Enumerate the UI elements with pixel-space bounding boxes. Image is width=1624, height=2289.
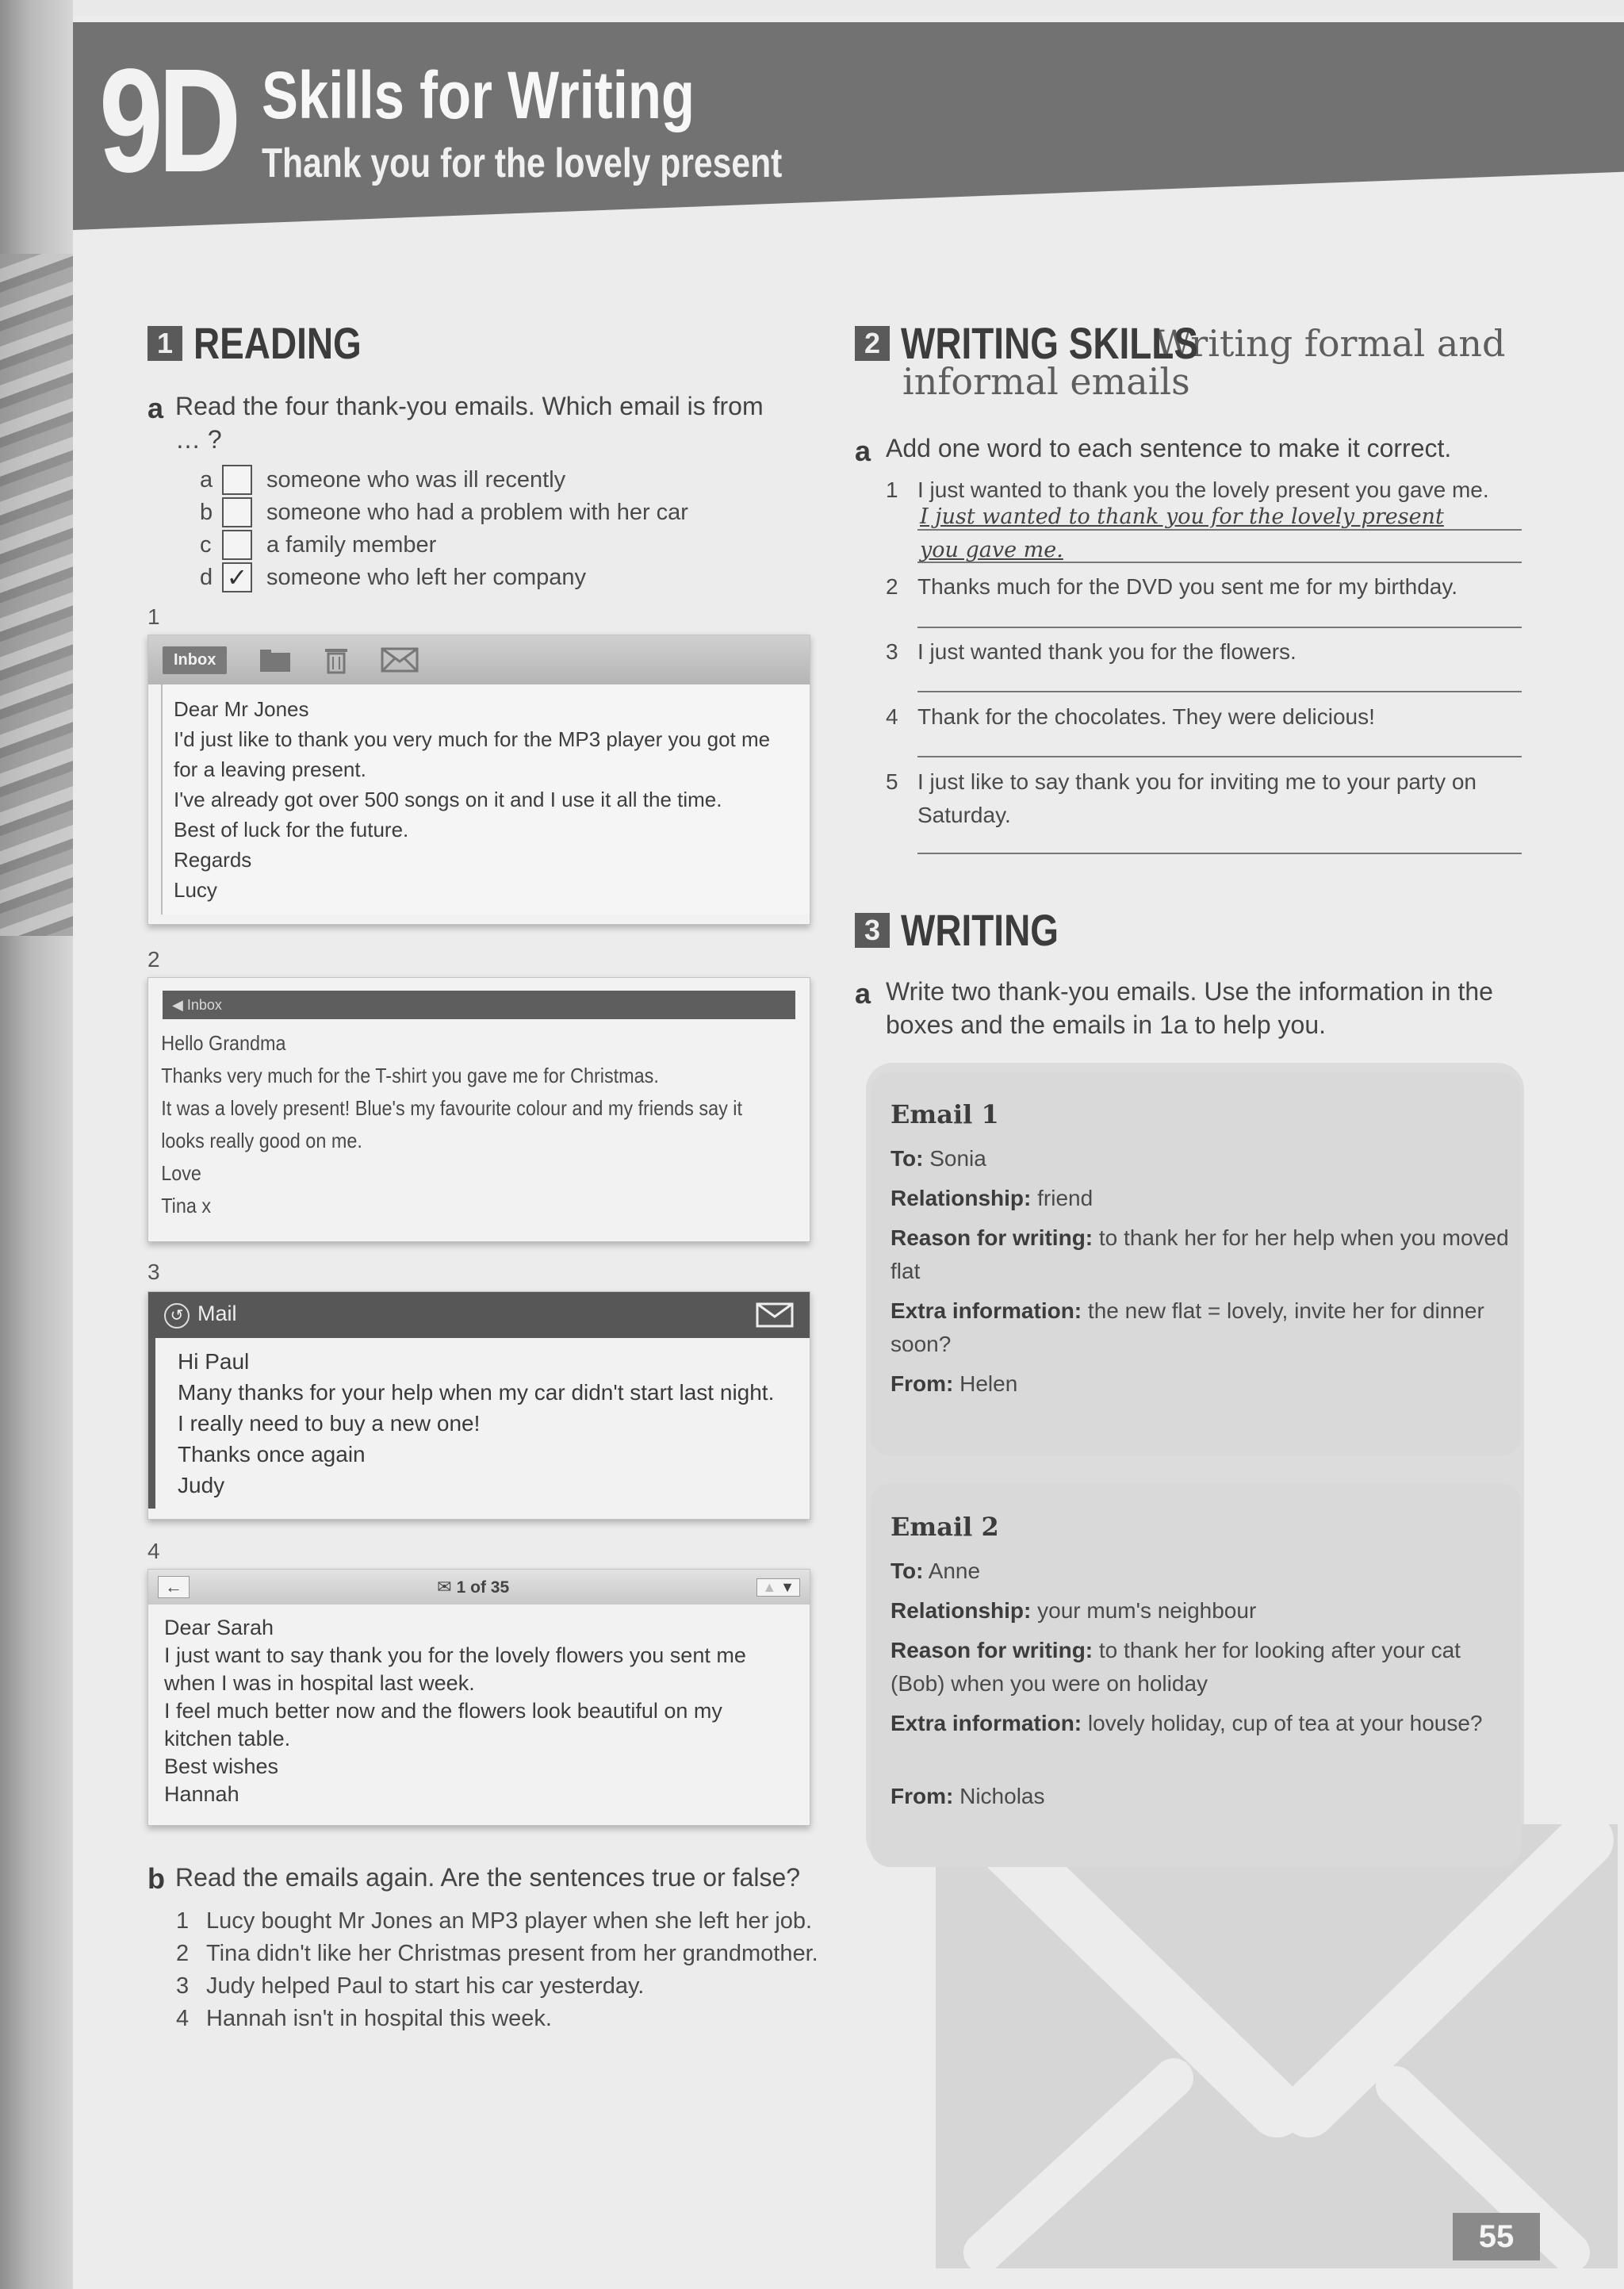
field-label: From: <box>891 1784 954 1808</box>
email-nav-bar <box>148 1570 810 1605</box>
email-line: Thanks very much for the T-shirt you gave me for Christmas. <box>161 1064 659 1087</box>
field-value: lovely holiday, cup of tea at your house? <box>1087 1711 1483 1735</box>
option-c <box>200 530 436 560</box>
field-value: Sonia <box>929 1146 986 1171</box>
item-text: Thank for the chocolates. They were delicious! <box>917 704 1375 729</box>
writing-heading <box>855 904 1094 956</box>
field-label: Extra information: <box>891 1298 1082 1323</box>
field-label: Relationship: <box>891 1186 1032 1210</box>
answer-line[interactable] <box>917 853 1522 854</box>
item-text: I just like to say thank you for inviting me to your party on Saturday. <box>917 769 1477 827</box>
exercise-letter: b <box>147 1862 165 1895</box>
item-number: 2 <box>176 1941 190 1966</box>
email-2-reason <box>891 1634 1509 1700</box>
option-d <box>200 562 586 592</box>
option-checkbox-checked[interactable] <box>222 562 252 592</box>
section-subtitle: Writing formal and <box>1155 321 1506 365</box>
answer-line[interactable] <box>917 691 1522 692</box>
email-line: Hannah <box>164 1782 239 1806</box>
section-subtitle-line2: informal emails <box>902 360 1190 403</box>
item-number: 3 <box>886 639 898 664</box>
email-2-from <box>891 1780 1509 1813</box>
large-envelope-icon <box>936 1824 1618 2268</box>
email-line: Thanks once again <box>178 1442 366 1467</box>
email-line: I just want to say thank you for the lovely flowers you sent me when I was in hospital last week. <box>164 1643 746 1695</box>
option-b <box>200 497 688 527</box>
reading-a-instruction: Read the four thank-you emails. Which email is from … ? <box>175 392 764 454</box>
tf-item <box>176 2002 552 2035</box>
email-1-from <box>891 1367 1509 1401</box>
item-text: Thanks much for the DVD you sent me for my birthday. <box>917 574 1458 599</box>
reading-heading <box>147 317 398 369</box>
item-text: I just wanted thank you for the flowers. <box>917 639 1297 664</box>
email-card-3 <box>147 1291 810 1520</box>
option-a <box>200 465 565 495</box>
email-line: I'd just like to thank you very much for the MP3 player you got me for a leaving present. <box>174 727 771 781</box>
field-value: Nicholas <box>959 1784 1045 1808</box>
item-number: 1 <box>176 1908 190 1934</box>
email-2-title: Email 2 <box>891 1512 999 1542</box>
email-body <box>148 1605 810 1818</box>
section-title: READING <box>193 318 362 368</box>
option-letter: a <box>200 466 213 493</box>
answer-line[interactable] <box>917 529 1522 531</box>
email-line: Best of luck for the future. <box>174 818 409 842</box>
message-counter <box>437 1577 509 1597</box>
email-2-extra <box>891 1707 1509 1740</box>
field-value: to thank her for looking after your cat (Bob) when you were on holiday <box>891 1638 1461 1696</box>
email-1-title: Email 1 <box>891 1099 999 1129</box>
section-number: 3 <box>855 913 890 948</box>
option-letter: c <box>200 531 212 558</box>
email-1-relationship <box>891 1182 1509 1215</box>
exercise-letter: a <box>855 435 871 467</box>
folder-icon[interactable] <box>259 646 292 673</box>
option-text: someone who had a problem with her car <box>266 499 688 525</box>
email-inbox-bar[interactable]: ◀ Inbox <box>163 991 795 1019</box>
email-line: Regards <box>174 848 252 872</box>
mail-back-button[interactable] <box>164 1302 237 1329</box>
email-line: Best wishes <box>164 1754 279 1778</box>
trash-icon[interactable] <box>324 646 349 674</box>
item-number: 2 <box>886 574 898 599</box>
unit-number: 9D <box>99 39 236 203</box>
field-label: Extra information: <box>891 1711 1082 1735</box>
reading-b-instruction: Read the emails again. Are the sentences true or false? <box>175 1863 801 1892</box>
email-line: Lucy <box>174 878 217 902</box>
field-label: To: <box>891 1146 924 1171</box>
counter-text: 1 of 35 <box>456 1578 510 1597</box>
answer-line[interactable] <box>917 562 1522 563</box>
option-checkbox[interactable] <box>222 497 252 527</box>
email-line: Dear Sarah <box>164 1616 274 1639</box>
email-2-relationship <box>891 1594 1509 1628</box>
handwritten-answer: I just wanted to thank you for the lovely present <box>920 504 1444 529</box>
field-value: to thank her for her help when you moved flat <box>891 1225 1509 1283</box>
email-number: 2 <box>147 947 160 972</box>
checkmark-icon: ✓ <box>226 563 248 592</box>
email-card-1 <box>147 635 810 925</box>
mail-icon[interactable] <box>381 647 419 673</box>
email-line: It was a lovely present! Blue's my favourite colour and my friends say it looks really good on me. <box>161 1096 742 1152</box>
email-1-extra <box>891 1294 1509 1361</box>
back-circle-icon: ↺ <box>164 1303 190 1329</box>
adjacent-page-photo <box>0 254 73 936</box>
email-1-reason <box>891 1221 1509 1288</box>
email-line: Love <box>161 1161 201 1185</box>
handwritten-answer: you gave me. <box>920 538 1063 562</box>
field-label: Reason for writing: <box>891 1638 1094 1662</box>
option-text: someone who left her company <box>266 564 586 590</box>
email-line: Judy <box>178 1473 225 1497</box>
field-value: the new flat = lovely, invite her for dinner soon? <box>891 1298 1484 1356</box>
envelope-icon[interactable] <box>756 1302 794 1328</box>
email-number: 1 <box>147 604 160 629</box>
email-line: I've already got over 500 songs on it and I use it all the time. <box>174 788 722 811</box>
email-line: I really need to buy a new one! <box>178 1411 481 1436</box>
item-number: 1 <box>886 477 898 502</box>
section-number: 1 <box>147 326 182 361</box>
option-letter: b <box>200 499 213 525</box>
envelope-icon: ✉ <box>437 1577 452 1597</box>
back-arrow-icon[interactable]: ← <box>158 1576 190 1598</box>
email-card-4 <box>147 1569 810 1826</box>
email-body <box>148 1338 810 1509</box>
email-line: Hello Grandma <box>161 1031 286 1055</box>
email-line: Tina x <box>161 1194 212 1217</box>
field-label: From: <box>891 1371 954 1396</box>
inbox-tag[interactable]: Inbox <box>163 646 227 674</box>
field-value: Anne <box>928 1559 981 1583</box>
email-card-2 <box>147 977 810 1242</box>
page-number: 55 <box>1453 2213 1540 2260</box>
tf-item <box>176 1969 644 2003</box>
section-number: 2 <box>855 326 890 361</box>
item-number: 3 <box>176 1973 190 1999</box>
option-checkbox[interactable] <box>222 465 252 495</box>
exercise-letter: a <box>147 392 164 424</box>
email-line: Hi Paul <box>178 1349 250 1374</box>
email-toolbar <box>148 635 810 684</box>
option-text: a family member <box>266 531 437 558</box>
field-label: To: <box>891 1559 924 1583</box>
email-line: Dear Mr Jones <box>174 697 309 721</box>
email-body <box>161 684 810 914</box>
email-mail-bar <box>148 1292 810 1338</box>
option-letter: d <box>200 564 213 590</box>
field-label: Relationship: <box>891 1598 1032 1623</box>
item-text: Hannah isn't in hospital this week. <box>206 2006 552 2031</box>
field-value: Helen <box>959 1371 1018 1396</box>
email-number: 4 <box>147 1539 160 1563</box>
item-text: Lucy bought Mr Jones an MP3 player when she left her job. <box>206 1908 813 1934</box>
option-text: someone who was ill recently <box>266 466 566 493</box>
option-checkbox[interactable] <box>222 530 252 560</box>
answer-line[interactable] <box>917 756 1522 757</box>
writing-skills-a-instruction: Add one word to each sentence to make it correct. <box>886 434 1452 462</box>
field-label: Reason for writing: <box>891 1225 1094 1250</box>
item-text: Tina didn't like her Christmas present from her grandmother. <box>206 1941 818 1966</box>
email-line: Many thanks for your help when my car didn't start last night. <box>178 1380 775 1405</box>
tf-item <box>176 1904 812 1938</box>
item-number: 5 <box>886 769 898 794</box>
tf-item <box>176 1937 818 1970</box>
field-value: your mum's neighbour <box>1037 1598 1257 1623</box>
up-down-buttons[interactable] <box>756 1578 800 1597</box>
down-arrow-icon[interactable]: ▼ <box>780 1578 795 1595</box>
item-number: 4 <box>886 704 898 729</box>
section-title: WRITING <box>901 905 1059 955</box>
unit-subtitle: Thank you for the lovely present <box>262 140 783 186</box>
email-2-to <box>891 1555 1509 1588</box>
mail-label: Mail <box>197 1302 237 1325</box>
email-body <box>148 1019 802 1230</box>
up-arrow-icon[interactable]: ▲ <box>762 1578 777 1595</box>
unit-title: Skills for Writing <box>262 58 695 132</box>
section-title: WRITING SKILLS <box>901 318 1198 368</box>
email-1-to <box>891 1142 1509 1175</box>
email-number: 3 <box>147 1260 160 1284</box>
item-number: 4 <box>176 2006 190 2031</box>
exercise-letter: a <box>855 977 871 1010</box>
item-text: I just wanted to thank you the lovely present you gave me. <box>917 477 1489 502</box>
field-value: friend <box>1037 1186 1094 1210</box>
item-text: Judy helped Paul to start his car yesterday. <box>206 1973 645 1999</box>
writing-a-instruction: Write two thank-you emails. Use the information in the boxes and the emails in 1a to help you. <box>886 977 1493 1039</box>
email-line: I feel much better now and the flowers look beautiful on my kitchen table. <box>164 1699 722 1750</box>
answer-line[interactable] <box>917 627 1522 628</box>
